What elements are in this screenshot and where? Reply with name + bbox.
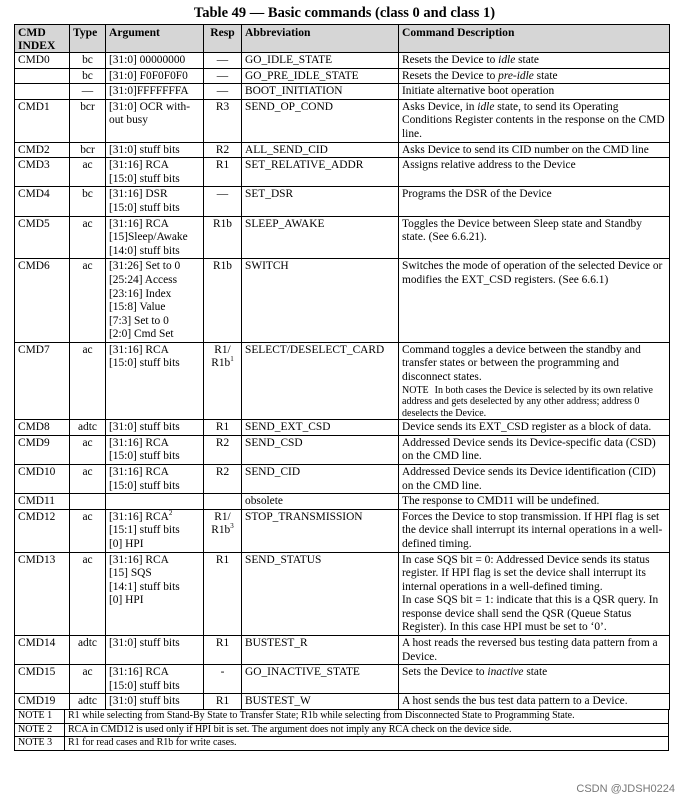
description-note: NOTE In both cases the Device is selected by its own relative address and gets deselected by any other address; address 0 deselects the Device. — [402, 384, 653, 419]
description-cell — [399, 187, 670, 216]
resp-value: R1/ — [214, 343, 231, 356]
abbreviation-cell: GO_IDLE_STATE — [242, 53, 399, 69]
type-cell: bc — [70, 53, 106, 69]
resp-value: R1 — [215, 637, 230, 650]
argument-cell — [106, 68, 204, 84]
argument-cell — [106, 99, 204, 142]
argument-cell — [106, 53, 204, 69]
notes-table — [14, 709, 669, 751]
description-cell — [399, 464, 670, 493]
cmd-index-cell: CMD14 — [15, 636, 70, 665]
abbreviation-cell: SET_DSR — [242, 187, 399, 216]
argument-cell — [106, 342, 204, 419]
argument-line: [15:0] stuff bits — [109, 450, 180, 463]
abbreviation-cell: SEND_STATUS — [242, 552, 399, 636]
table-row — [15, 665, 670, 694]
argument-line: [31:0] stuff bits — [109, 421, 180, 434]
argument-line: [14:1] stuff bits — [109, 580, 180, 593]
abbreviation-cell: SLEEP_AWAKE — [242, 216, 399, 259]
resp-value: R1/ — [214, 510, 231, 523]
resp-value: R1 — [215, 159, 230, 172]
table-row — [15, 435, 670, 464]
cmd-index-cell — [15, 84, 70, 100]
argument-cell — [106, 187, 204, 216]
cmd-index-cell: CMD11 — [15, 494, 70, 510]
description-cell — [399, 99, 670, 142]
table-row — [15, 84, 670, 100]
type-cell: ac — [70, 552, 106, 636]
resp-value: — — [216, 85, 229, 98]
resp-value: R1b — [213, 217, 232, 230]
resp-value: R1b — [213, 260, 232, 273]
cmd-index-cell: CMD12 — [15, 509, 70, 552]
argument-line: [31:16] RCA — [109, 666, 169, 679]
description-paragraph: Sets the Device to inactive state — [402, 666, 548, 679]
argument-line: [15:0] stuff bits — [109, 479, 180, 492]
abbreviation-cell: SEND_OP_COND — [242, 99, 399, 142]
resp-value-2: R1b — [211, 524, 231, 537]
cmd-index-cell: CMD13 — [15, 552, 70, 636]
abbreviation-cell: BUSTEST_W — [242, 694, 399, 710]
description-paragraph: The response to CMD11 will be undefined. — [402, 495, 600, 508]
resp-cell — [204, 84, 242, 100]
argument-line: [31:16] RCA — [109, 465, 169, 478]
type-cell: ac — [70, 665, 106, 694]
note-text: R1 while selecting from Stand-By State to Transfer State; R1b while selecting from Disconnected State to Programming State. — [65, 710, 669, 724]
description-cell — [399, 552, 670, 636]
argument-line: [0] HPI — [109, 594, 144, 607]
cmd-index-cell: CMD2 — [15, 142, 70, 158]
description-paragraph: Toggles the Device between Sleep state and Standby state. (See 6.6.21). — [402, 217, 642, 244]
table-row — [15, 99, 670, 142]
argument-cell — [106, 420, 204, 436]
description-paragraph: Asks Device to send its CID number on the CMD line — [402, 143, 649, 156]
resp-footnote: 3 — [230, 522, 234, 531]
argument-line: out busy — [109, 114, 148, 127]
argument-cell — [106, 552, 204, 636]
header-abbreviation: Abbreviation — [242, 25, 399, 53]
resp-value: R1 — [215, 695, 230, 708]
table-row — [15, 636, 670, 665]
resp-value: R2 — [215, 465, 230, 478]
description-cell — [399, 665, 670, 694]
resp-value: R1 — [215, 421, 230, 434]
abbreviation-cell: SET_RELATIVE_ADDR — [242, 158, 399, 187]
type-cell: ac — [70, 259, 106, 343]
argument-cell — [106, 259, 204, 343]
resp-value: — — [216, 188, 229, 201]
description-cell — [399, 435, 670, 464]
argument-line: [0] HPI — [109, 537, 144, 550]
table-row — [15, 68, 670, 84]
table-row — [15, 494, 670, 510]
cmd-index-cell: CMD8 — [15, 420, 70, 436]
description-paragraph: Programs the DSR of the Device — [402, 188, 552, 201]
description-paragraph: Addressed Device sends its Device identification (CID) on the CMD line. — [402, 465, 656, 492]
type-cell: bcr — [70, 142, 106, 158]
resp-cell — [204, 552, 242, 636]
description-paragraph: A host reads the reversed bus testing data pattern from a Device. — [402, 637, 658, 663]
description-cell — [399, 84, 670, 100]
argument-cell — [106, 84, 204, 100]
resp-value: — — [216, 54, 229, 66]
argument-line: [31:16] RCA — [109, 217, 169, 230]
table-row — [15, 187, 670, 216]
argument-line: [23:16] Index — [109, 287, 172, 300]
cmd-index-cell — [15, 68, 70, 84]
abbreviation-cell: obsolete — [242, 494, 399, 510]
resp-cell — [204, 99, 242, 142]
type-cell: ac — [70, 216, 106, 259]
description-paragraph: In case SQS bit = 1: indicate that this is a QSR query. In response device shall send the QSR (Queue Status Register). In this case HPI must be set to ‘0’. — [402, 594, 659, 634]
note-label: NOTE 1 — [15, 710, 65, 724]
table-row — [15, 142, 670, 158]
argument-cell — [106, 464, 204, 493]
description-paragraph: Resets the Device to idle state — [402, 54, 539, 66]
type-cell: ac — [70, 158, 106, 187]
description-paragraph: In case SQS bit = 0: Addressed Device sends its status register. If HPI flag is set the device shall interrupt its internal operations in a well-defined timing. — [402, 553, 650, 593]
description-cell — [399, 142, 670, 158]
cmd-index-cell: CMD3 — [15, 158, 70, 187]
argument-line: [15] SQS — [109, 567, 152, 580]
table-row — [15, 53, 670, 69]
argument-line: [15:0] stuff bits — [109, 172, 180, 185]
abbreviation-cell: SELECT/DESELECT_CARD — [242, 342, 399, 419]
cmd-index-cell: CMD7 — [15, 342, 70, 419]
cmd-index-cell: CMD9 — [15, 435, 70, 464]
note-row — [15, 710, 669, 724]
argument-line: [31:26] Set to 0 — [109, 260, 181, 273]
argument-line: [25:24] Access — [109, 273, 178, 286]
argument-line: [31:0] 00000000 — [109, 54, 186, 66]
table-row — [15, 259, 670, 343]
argument-line: [31:0] stuff bits — [109, 637, 180, 650]
cmd-index-cell: CMD6 — [15, 259, 70, 343]
table-row — [15, 509, 670, 552]
resp-value: R1 — [215, 553, 230, 566]
resp-cell — [204, 158, 242, 187]
argument-cell — [106, 694, 204, 710]
argument-line: [15:0] stuff bits — [109, 679, 180, 692]
argument-line: [31:0] OCR with- — [109, 100, 190, 113]
argument-line: [31:16] RCA — [109, 343, 169, 356]
note-text: RCA in CMD12 is used only if HPI bit is set. The argument does not imply any RCA check on the device side. — [65, 723, 669, 737]
abbreviation-cell: ALL_SEND_CID — [242, 142, 399, 158]
cmd-index-cell: CMD0 — [15, 53, 70, 69]
description-cell — [399, 636, 670, 665]
resp-value: R2 — [215, 143, 230, 156]
resp-cell — [204, 494, 242, 510]
description-paragraph: Command toggles a device between the standby and transfer states or between the programming and disconnect states. — [402, 343, 641, 384]
type-cell: ac — [70, 464, 106, 493]
abbreviation-cell: STOP_TRANSMISSION — [242, 509, 399, 552]
cmd-index-cell: CMD1 — [15, 99, 70, 142]
argument-line: [31:0] stuff bits — [109, 143, 180, 156]
resp-value: - — [220, 666, 225, 679]
argument-cell — [106, 494, 204, 510]
type-cell: ac — [70, 342, 106, 419]
argument-line: [15]Sleep/Awake — [109, 231, 188, 244]
resp-cell — [204, 509, 242, 552]
table-row — [15, 464, 670, 493]
description-cell — [399, 342, 670, 419]
resp-cell — [204, 68, 242, 84]
argument-cell — [106, 216, 204, 259]
argument-cell — [106, 142, 204, 158]
argument-footnote: 2 — [168, 508, 173, 517]
note-label: NOTE 3 — [15, 737, 65, 751]
abbreviation-cell: GO_INACTIVE_STATE — [242, 665, 399, 694]
header-argument: Argument — [106, 25, 204, 53]
description-paragraph: A host sends the bus test data pattern to a Device. — [402, 695, 628, 708]
abbreviation-cell: SEND_CSD — [242, 435, 399, 464]
description-paragraph: Initiate alternative boot operation — [402, 85, 555, 98]
description-paragraph: Asks Device, in idle state, to send its Operating Conditions Register contents in the response on the CMD line. — [402, 100, 665, 140]
abbreviation-cell: GO_PRE_IDLE_STATE — [242, 68, 399, 84]
argument-cell — [106, 158, 204, 187]
type-cell: ac — [70, 509, 106, 552]
abbreviation-cell: BUSTEST_R — [242, 636, 399, 665]
type-cell: bc — [70, 68, 106, 84]
type-cell: bcr — [70, 99, 106, 142]
argument-line: [31:0] stuff bits — [109, 695, 180, 708]
table-row — [15, 342, 670, 419]
argument-line: [31:16] RCA — [109, 510, 169, 523]
resp-cell — [204, 342, 242, 419]
argument-line: [31:0]FFFFFFFA — [109, 85, 189, 98]
table-row — [15, 694, 670, 710]
resp-cell — [204, 142, 242, 158]
description-cell — [399, 694, 670, 710]
header-resp: Resp — [204, 25, 242, 53]
argument-line: [2:0] Cmd Set — [109, 328, 174, 341]
cmd-index-cell: CMD5 — [15, 216, 70, 259]
note-label: NOTE 2 — [15, 723, 65, 737]
table-row — [15, 420, 670, 436]
resp-value: R3 — [215, 100, 230, 113]
argument-line: [31:16] RCA — [109, 436, 169, 449]
description-paragraph: Assigns relative address to the Device — [402, 159, 576, 172]
argument-line: [31:16] DSR — [109, 188, 168, 201]
cmd-index-cell: CMD15 — [15, 665, 70, 694]
table-row — [15, 552, 670, 636]
resp-cell — [204, 636, 242, 665]
resp-cell — [204, 259, 242, 343]
argument-line: [14:0] stuff bits — [109, 244, 180, 257]
resp-cell — [204, 187, 242, 216]
description-cell — [399, 509, 670, 552]
cmd-index-cell: CMD19 — [15, 694, 70, 710]
type-cell: adtc — [70, 636, 106, 665]
argument-line: [31:16] RCA — [109, 159, 169, 172]
type-cell: bc — [70, 187, 106, 216]
description-cell — [399, 259, 670, 343]
abbreviation-cell: BOOT_INITIATION — [242, 84, 399, 100]
argument-line: [15:1] stuff bits — [109, 524, 180, 537]
resp-cell — [204, 53, 242, 69]
header-type: Type — [70, 25, 106, 53]
argument-cell — [106, 665, 204, 694]
header-cmd-index: CMD INDEX — [15, 25, 70, 53]
header-row — [15, 25, 670, 53]
resp-cell — [204, 216, 242, 259]
argument-line: [31:0] F0F0F0F0 — [109, 69, 188, 82]
type-cell — [70, 494, 106, 510]
table-row — [15, 216, 670, 259]
resp-value-2: R1b — [211, 357, 231, 370]
description-paragraph: Device sends its EXT_CSD register as a block of data. — [402, 421, 652, 434]
description-cell — [399, 53, 670, 69]
argument-line: [7:3] Set to 0 — [109, 314, 169, 327]
argument-line: [15:0] stuff bits — [109, 201, 180, 214]
basic-commands-table — [14, 24, 670, 710]
argument-cell — [106, 435, 204, 464]
header-description: Command Description — [399, 25, 670, 53]
note-text: R1 for read cases and R1b for write cases. — [65, 737, 669, 751]
resp-cell — [204, 464, 242, 493]
description-cell — [399, 68, 670, 84]
type-cell: adtc — [70, 420, 106, 436]
resp-footnote: 1 — [230, 355, 234, 364]
cmd-index-cell: CMD4 — [15, 187, 70, 216]
type-cell: — — [70, 84, 106, 100]
note-row — [15, 737, 669, 751]
abbreviation-cell: SEND_EXT_CSD — [242, 420, 399, 436]
watermark: CSDN @JDSH0224 — [576, 783, 675, 795]
resp-cell — [204, 694, 242, 710]
description-paragraph: Resets the Device to pre-idle state — [402, 69, 558, 82]
description-paragraph: Switches the mode of operation of the selected Device or modifies the EXT_CSD registers. (See 6.6.1) — [402, 260, 663, 286]
resp-cell — [204, 435, 242, 464]
table-body — [15, 53, 670, 710]
table-title: Table 49 — Basic commands (class 0 and class 1) — [193, 5, 496, 21]
argument-line: [15:0] stuff bits — [109, 357, 180, 370]
cmd-index-cell: CMD10 — [15, 464, 70, 493]
table-row — [15, 158, 670, 187]
note-row — [15, 723, 669, 737]
description-cell — [399, 216, 670, 259]
resp-cell — [204, 420, 242, 436]
description-paragraph: Addressed Device sends its Device-specific data (CSD) on the CMD line. — [402, 436, 656, 463]
type-cell: adtc — [70, 694, 106, 710]
argument-line: [31:16] RCA — [109, 553, 169, 566]
description-cell — [399, 158, 670, 187]
resp-cell — [204, 665, 242, 694]
type-cell: ac — [70, 435, 106, 464]
abbreviation-cell: SEND_CID — [242, 464, 399, 493]
description-paragraph: Forces the Device to stop transmission. If HPI flag is set the device shall interrupt its internal operations in a well-defined timing. — [402, 510, 663, 550]
description-cell — [399, 494, 670, 510]
argument-line: [15:8] Value — [109, 301, 166, 314]
resp-value: — — [216, 69, 229, 82]
description-cell — [399, 420, 670, 436]
argument-cell — [106, 509, 204, 552]
abbreviation-cell: SWITCH — [242, 259, 399, 343]
resp-value: R2 — [215, 436, 230, 449]
argument-cell — [106, 636, 204, 665]
